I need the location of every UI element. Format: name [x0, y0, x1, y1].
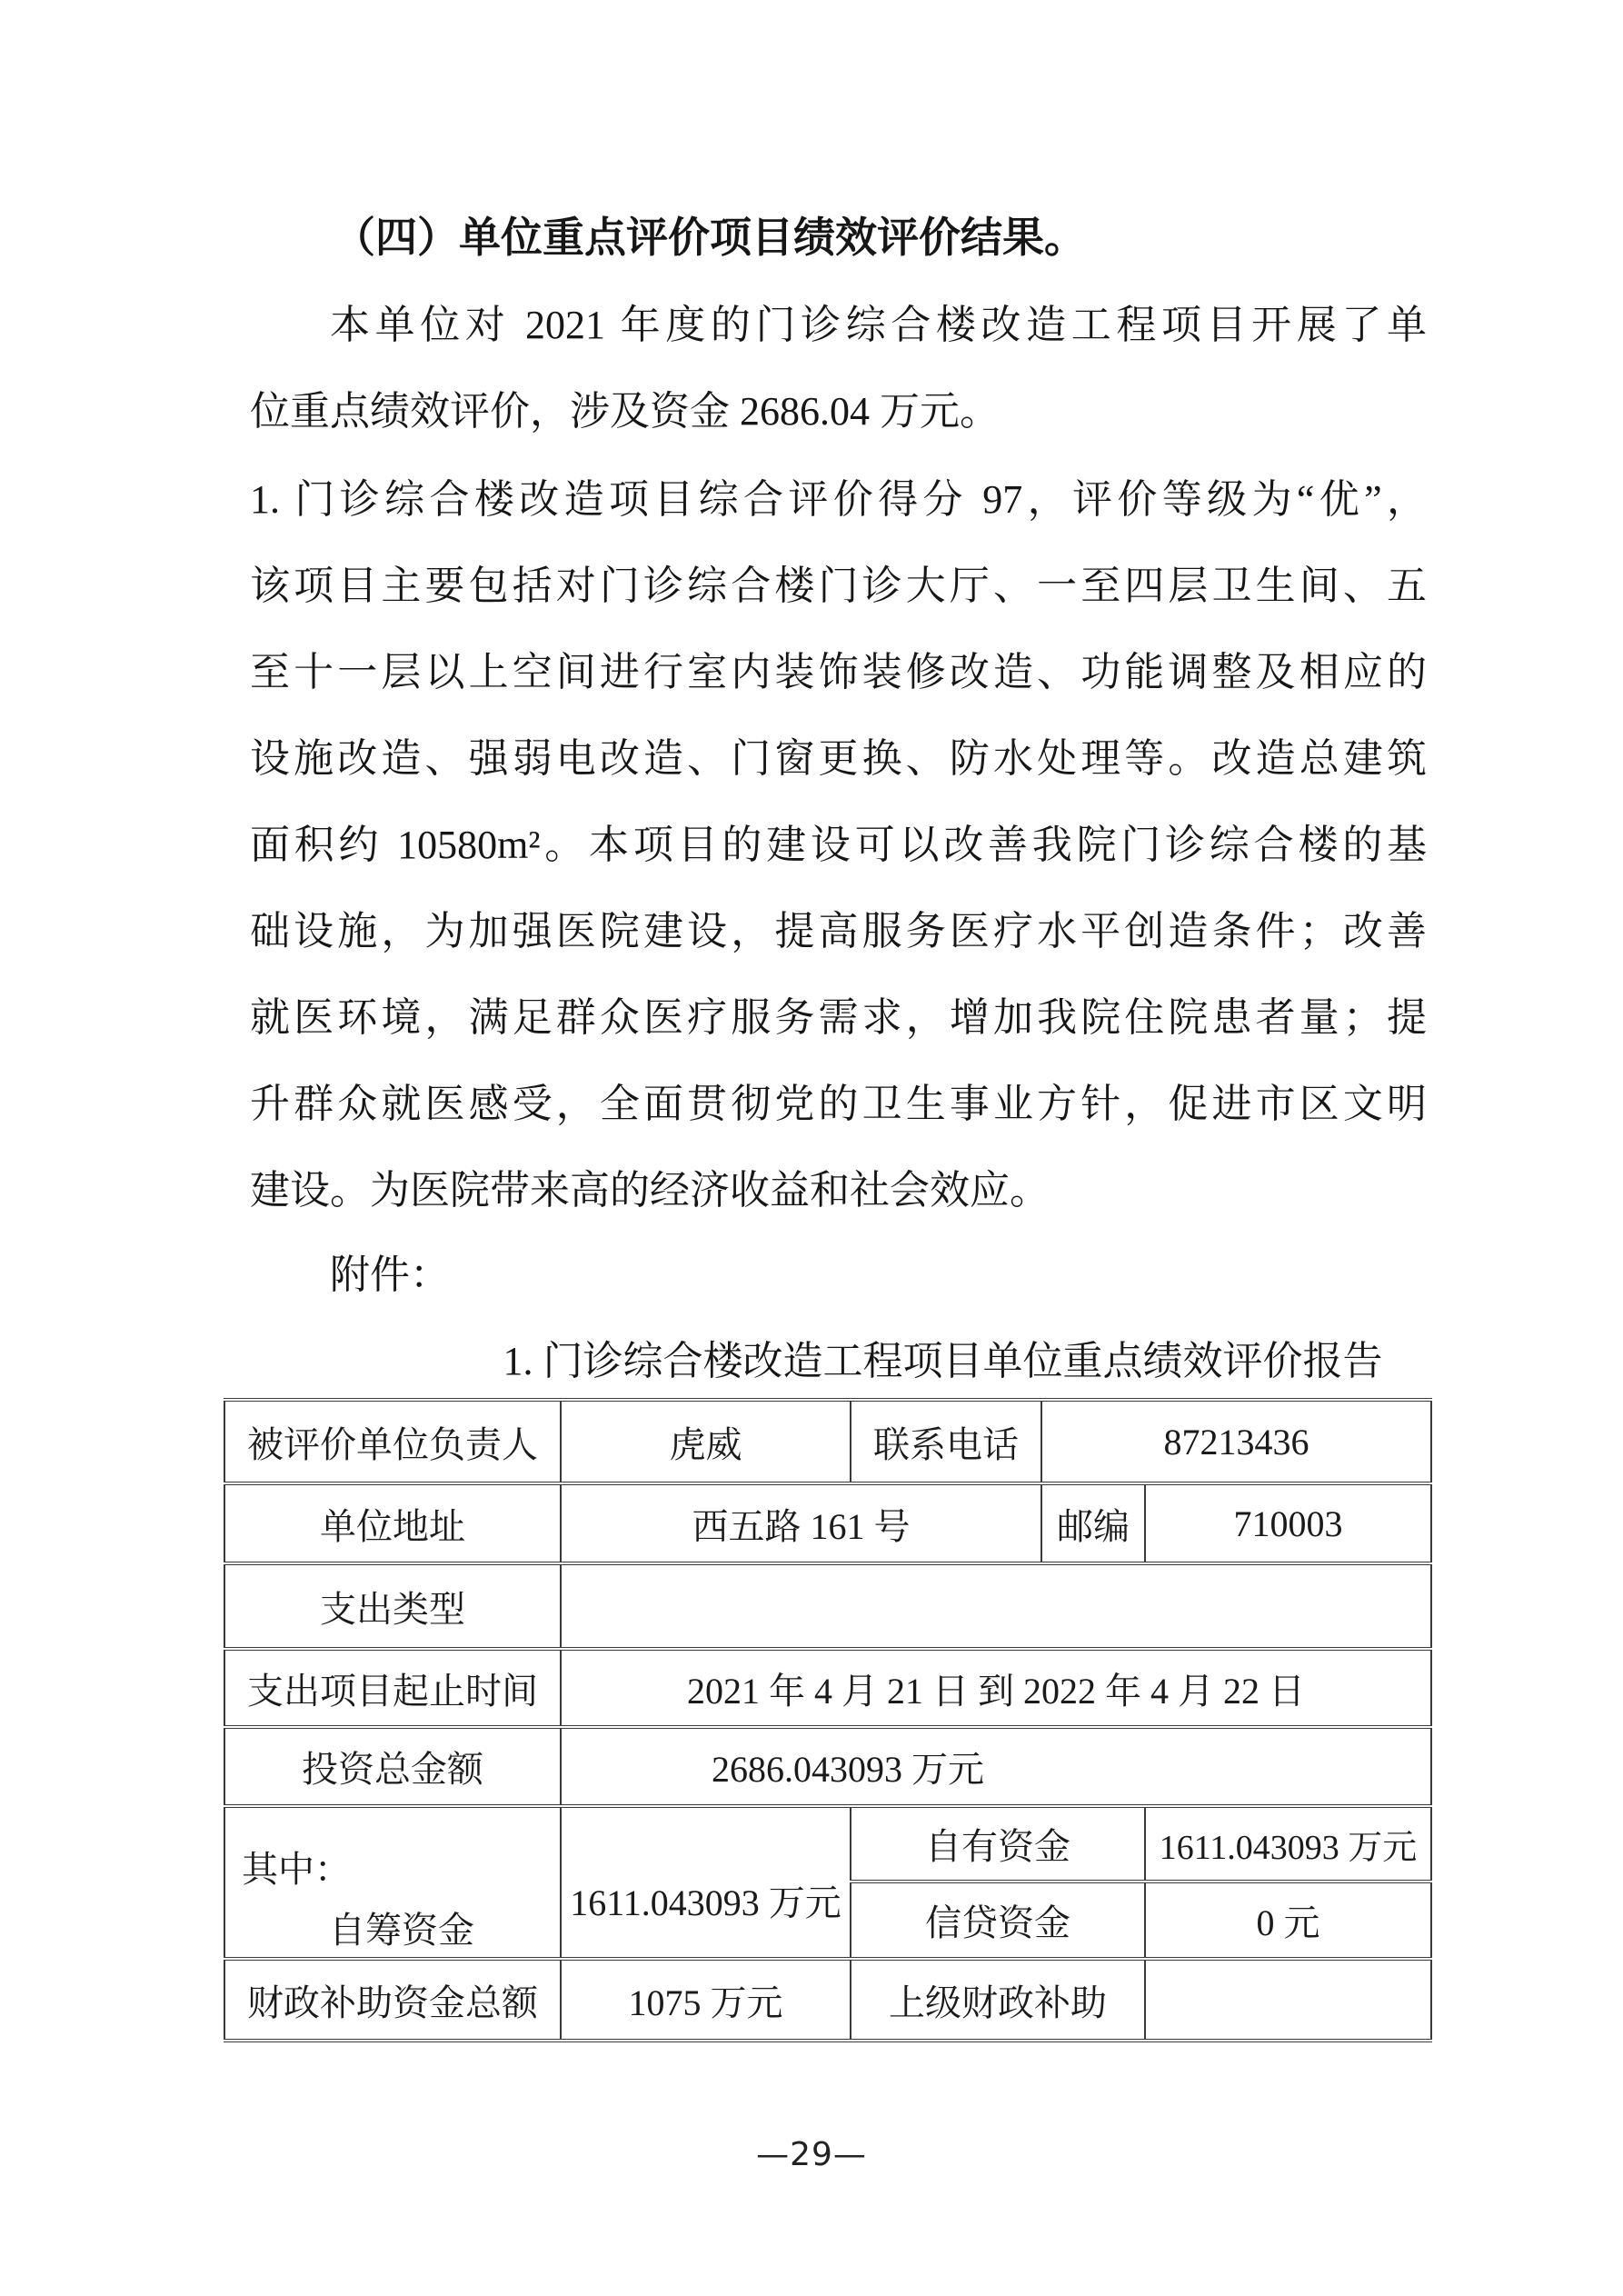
address-value-cell: 西五路 161 号: [561, 1483, 1041, 1563]
period-value-cell: 2021 年 4 月 21 日 到 2022 年 4 月 22 日: [561, 1649, 1431, 1727]
paragraph-2: [250, 456, 1427, 1233]
body-line: 本单位对 2021 年度的门诊综合楼改造工程项目开展了单: [330, 303, 1427, 347]
body-line: 建设。为医院带来高的经济收益和社会效应。: [250, 1168, 1050, 1213]
self-raised-label: 自筹资金: [329, 1910, 474, 1951]
table-row: [224, 1806, 1431, 1882]
body-line: 升群众就医感受，全面贯彻党的卫生事业方针，促进市区文明: [250, 1082, 1427, 1126]
total-investment-label-cell: 投资总金额: [224, 1727, 561, 1806]
body-line: 础设施，为加强医院建设，提高服务医疗水平创造条件；改善: [250, 909, 1427, 953]
table-row: [224, 1563, 1431, 1649]
self-raised-value-cell: 1611.043093 万元: [561, 1806, 851, 1959]
postcode-label-cell: 邮编: [1041, 1483, 1145, 1563]
table-row: [224, 1727, 1431, 1806]
table-row: [224, 1400, 1431, 1483]
paragraph-1: [250, 282, 1427, 454]
postcode-value-cell: 710003: [1145, 1483, 1431, 1563]
body-line: 位重点绩效评价，涉及资金 2686.04 万元。: [250, 389, 1000, 434]
body-line: 就医环境，满足群众医疗服务需求，增加我院住院患者量；提: [250, 995, 1427, 1040]
body-line: 设施改造、强弱电改造、门窗更换、防水处理等。改造总建筑: [250, 736, 1427, 781]
body-line: 1. 门诊综合楼改造项目综合评价得分 97，评价等级为“优”，: [250, 477, 1427, 522]
credit-funds-value-cell: 0 元: [1145, 1882, 1431, 1959]
credit-funds-label-cell: 信贷资金: [851, 1882, 1145, 1959]
fiscal-subsidy-label-cell: 财政补助资金总额: [224, 1959, 561, 2041]
body-line: 面积约 10580m²。本项目的建设可以改善我院门诊综合楼的基: [250, 823, 1427, 867]
responsible-value-cell: 虎威: [561, 1400, 851, 1483]
attachment-label: 附件：: [330, 1253, 450, 1297]
own-funds-label-cell: 自有资金: [851, 1806, 1145, 1882]
table-row: [224, 1959, 1431, 2041]
evaluation-info-table: [224, 1398, 1432, 2042]
fiscal-subsidy-value-cell: 1075 万元: [561, 1959, 851, 2041]
expense-type-label-cell: 支出类型: [224, 1563, 561, 1649]
total-investment-value-cell: [561, 1727, 1431, 1806]
body-line: 该项目主要包括对门诊综合楼门诊大厅、一至四层卫生间、五: [250, 564, 1427, 608]
superior-subsidy-label-cell: 上级财政补助: [851, 1959, 1145, 2041]
among-self-raised-label-cell: [224, 1806, 561, 1959]
address-label-cell: 单位地址: [224, 1483, 561, 1563]
expense-type-value-cell: [561, 1563, 1431, 1649]
own-funds-value-cell: 1611.043093 万元: [1145, 1806, 1431, 1882]
total-investment-value: 2686.043093 万元: [712, 1749, 984, 1790]
page-number: —29—: [756, 2136, 867, 2173]
section-title: （四）单位重点评价项目绩效评价结果。: [334, 215, 1086, 261]
attachment-title: 1. 门诊综合楼改造工程项目单位重点绩效评价报告: [503, 1339, 1383, 1383]
attachment-label-block: [250, 1232, 1427, 1318]
table-row: [224, 1483, 1431, 1563]
phone-label-cell: 联系电话: [851, 1400, 1041, 1483]
responsible-label-cell: 被评价单位负责人: [224, 1400, 561, 1483]
superior-subsidy-value-cell: [1145, 1959, 1431, 2041]
phone-value-cell: 87213436: [1041, 1400, 1431, 1483]
table-row: [224, 1649, 1431, 1727]
body-line: 至十一层以上空间进行室内装饰装修改造、功能调整及相应的: [250, 650, 1427, 694]
period-label-cell: 支出项目起止时间: [224, 1649, 561, 1727]
among-label: 其中：: [242, 1849, 351, 1890]
